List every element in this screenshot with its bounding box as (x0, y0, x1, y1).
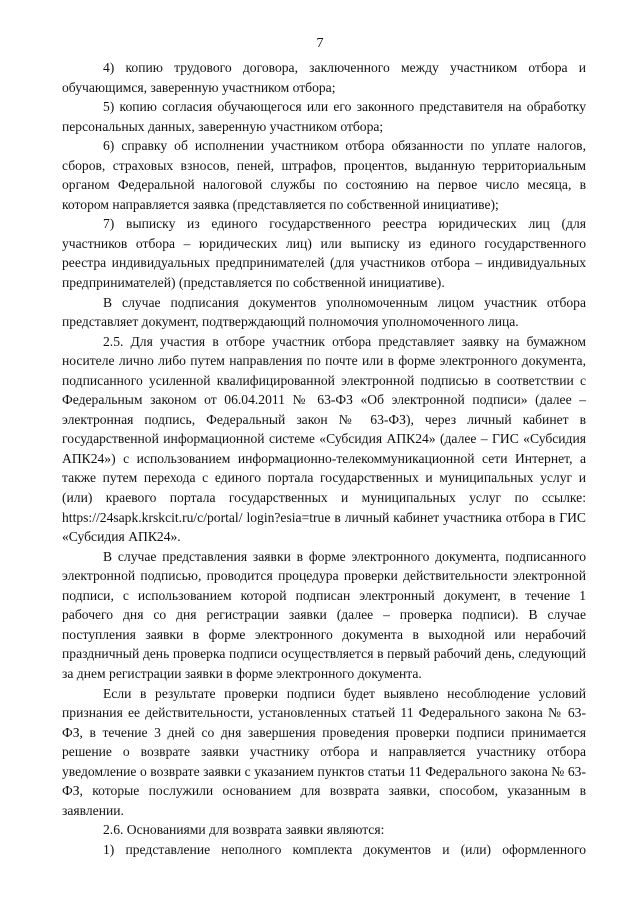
paragraph-2-6: 2.6. Основаниями для возврата заявки являются: (103, 822, 385, 838)
paragraph-2-5: 2.5. Для участия в отборе участник отбора представляет заявку на бумажном носителе лично либо путем направления по почте или в форме электронного документа, подписанного усиленной квалифицированной электронной подписью в соответствии с Федеральным законом от 06.04.2011 № 63-ФЗ «Об электронной подписи» (далее – электронная подпись, Федеральный закон № 63-ФЗ), через личный кабинет в государственной информационной системе «Субсидия АПК24» (далее – ГИС «Субсидия АПК24») с использованием информационно-телекоммуникационной сети Интернет, а также путем перехода с единого портала государственных и муниципальных услуг и (или) краевого портала государственных и муниципальных услуг по ссылке: https://24sapk.krskcit.ru/c/portal/ login?esia=true в личный кабинет участника отбора в ГИС «Субсидия АПК24». (62, 333, 586, 545)
paragraph-item-6: 6) справку об исполнении участником отбора обязанности по уплате налогов, сборов, страховых взносов, пеней, штрафов, процентов, выданную территориальным органом Федеральной налоговой службы по состоянию на первое число месяца, в котором направляется заявка (представляется по собственной инициативе); (62, 138, 586, 212)
paragraph-item-5: 5) копию согласия обучающегося или его законного представителя на обработку персональных данных, заверенную участником отбора; (62, 99, 586, 134)
paragraph-signature-check: Если в результате проверки подписи будет выявлено несоблюдение условий признания ее действительности, установленных статьей 11 Федерального закона № 63-ФЗ, в течение 3 дней со дня завершения проведения проверки подписи принимается решение о возврате заявки участнику отбора и направляется участнику отбора уведомление о возврате заявки с указанием пунктов статьи 11 Федерального закона № 63-ФЗ, которые послужили основанием для возврата заявки, способом, указанным в заявлении. (62, 685, 586, 818)
paragraph-return-reason-1: 1) представление неполного комплекта документов и (или) оформленного (103, 841, 586, 857)
page-number: 7 (316, 36, 324, 51)
paragraph-item-7: 7) выписку из единого государственного реестра юридических лиц (для участников отбора – юридических лиц) или выписку из единого государственного реестра индивидуальных предпринимателей (для участников отбора – индивидуальных предпринимателей) (представляется по собственной инициативе). (62, 216, 586, 291)
paragraph-authorized-person: В случае подписания документов уполномоченным лицом участник отбора представляет документ, подтверждающий полномочия уполномоченного лица. (62, 294, 586, 330)
paragraph-item-4: 4) копию трудового договора, заключенного между участником отбора и обучающимся, заверенную участником отбора; (62, 60, 586, 95)
document-body (62, 58, 586, 859)
paragraph-electronic-document: В случае представления заявки в форме электронного документа, подписанного электронной подписью, проводится процедура проверки действительности электронной подписи, с использованием которой подписан электронный документ, в течение 1 рабочего дня со дня регистрации заявки (далее – проверка подписи). В случае поступления заявки в форме электронного документа в выходной или нерабочий праздничный день проверка подписи осуществляется в первый рабочий день, следующий за днем регистрации заявки в форме электронного документа. (62, 548, 586, 681)
